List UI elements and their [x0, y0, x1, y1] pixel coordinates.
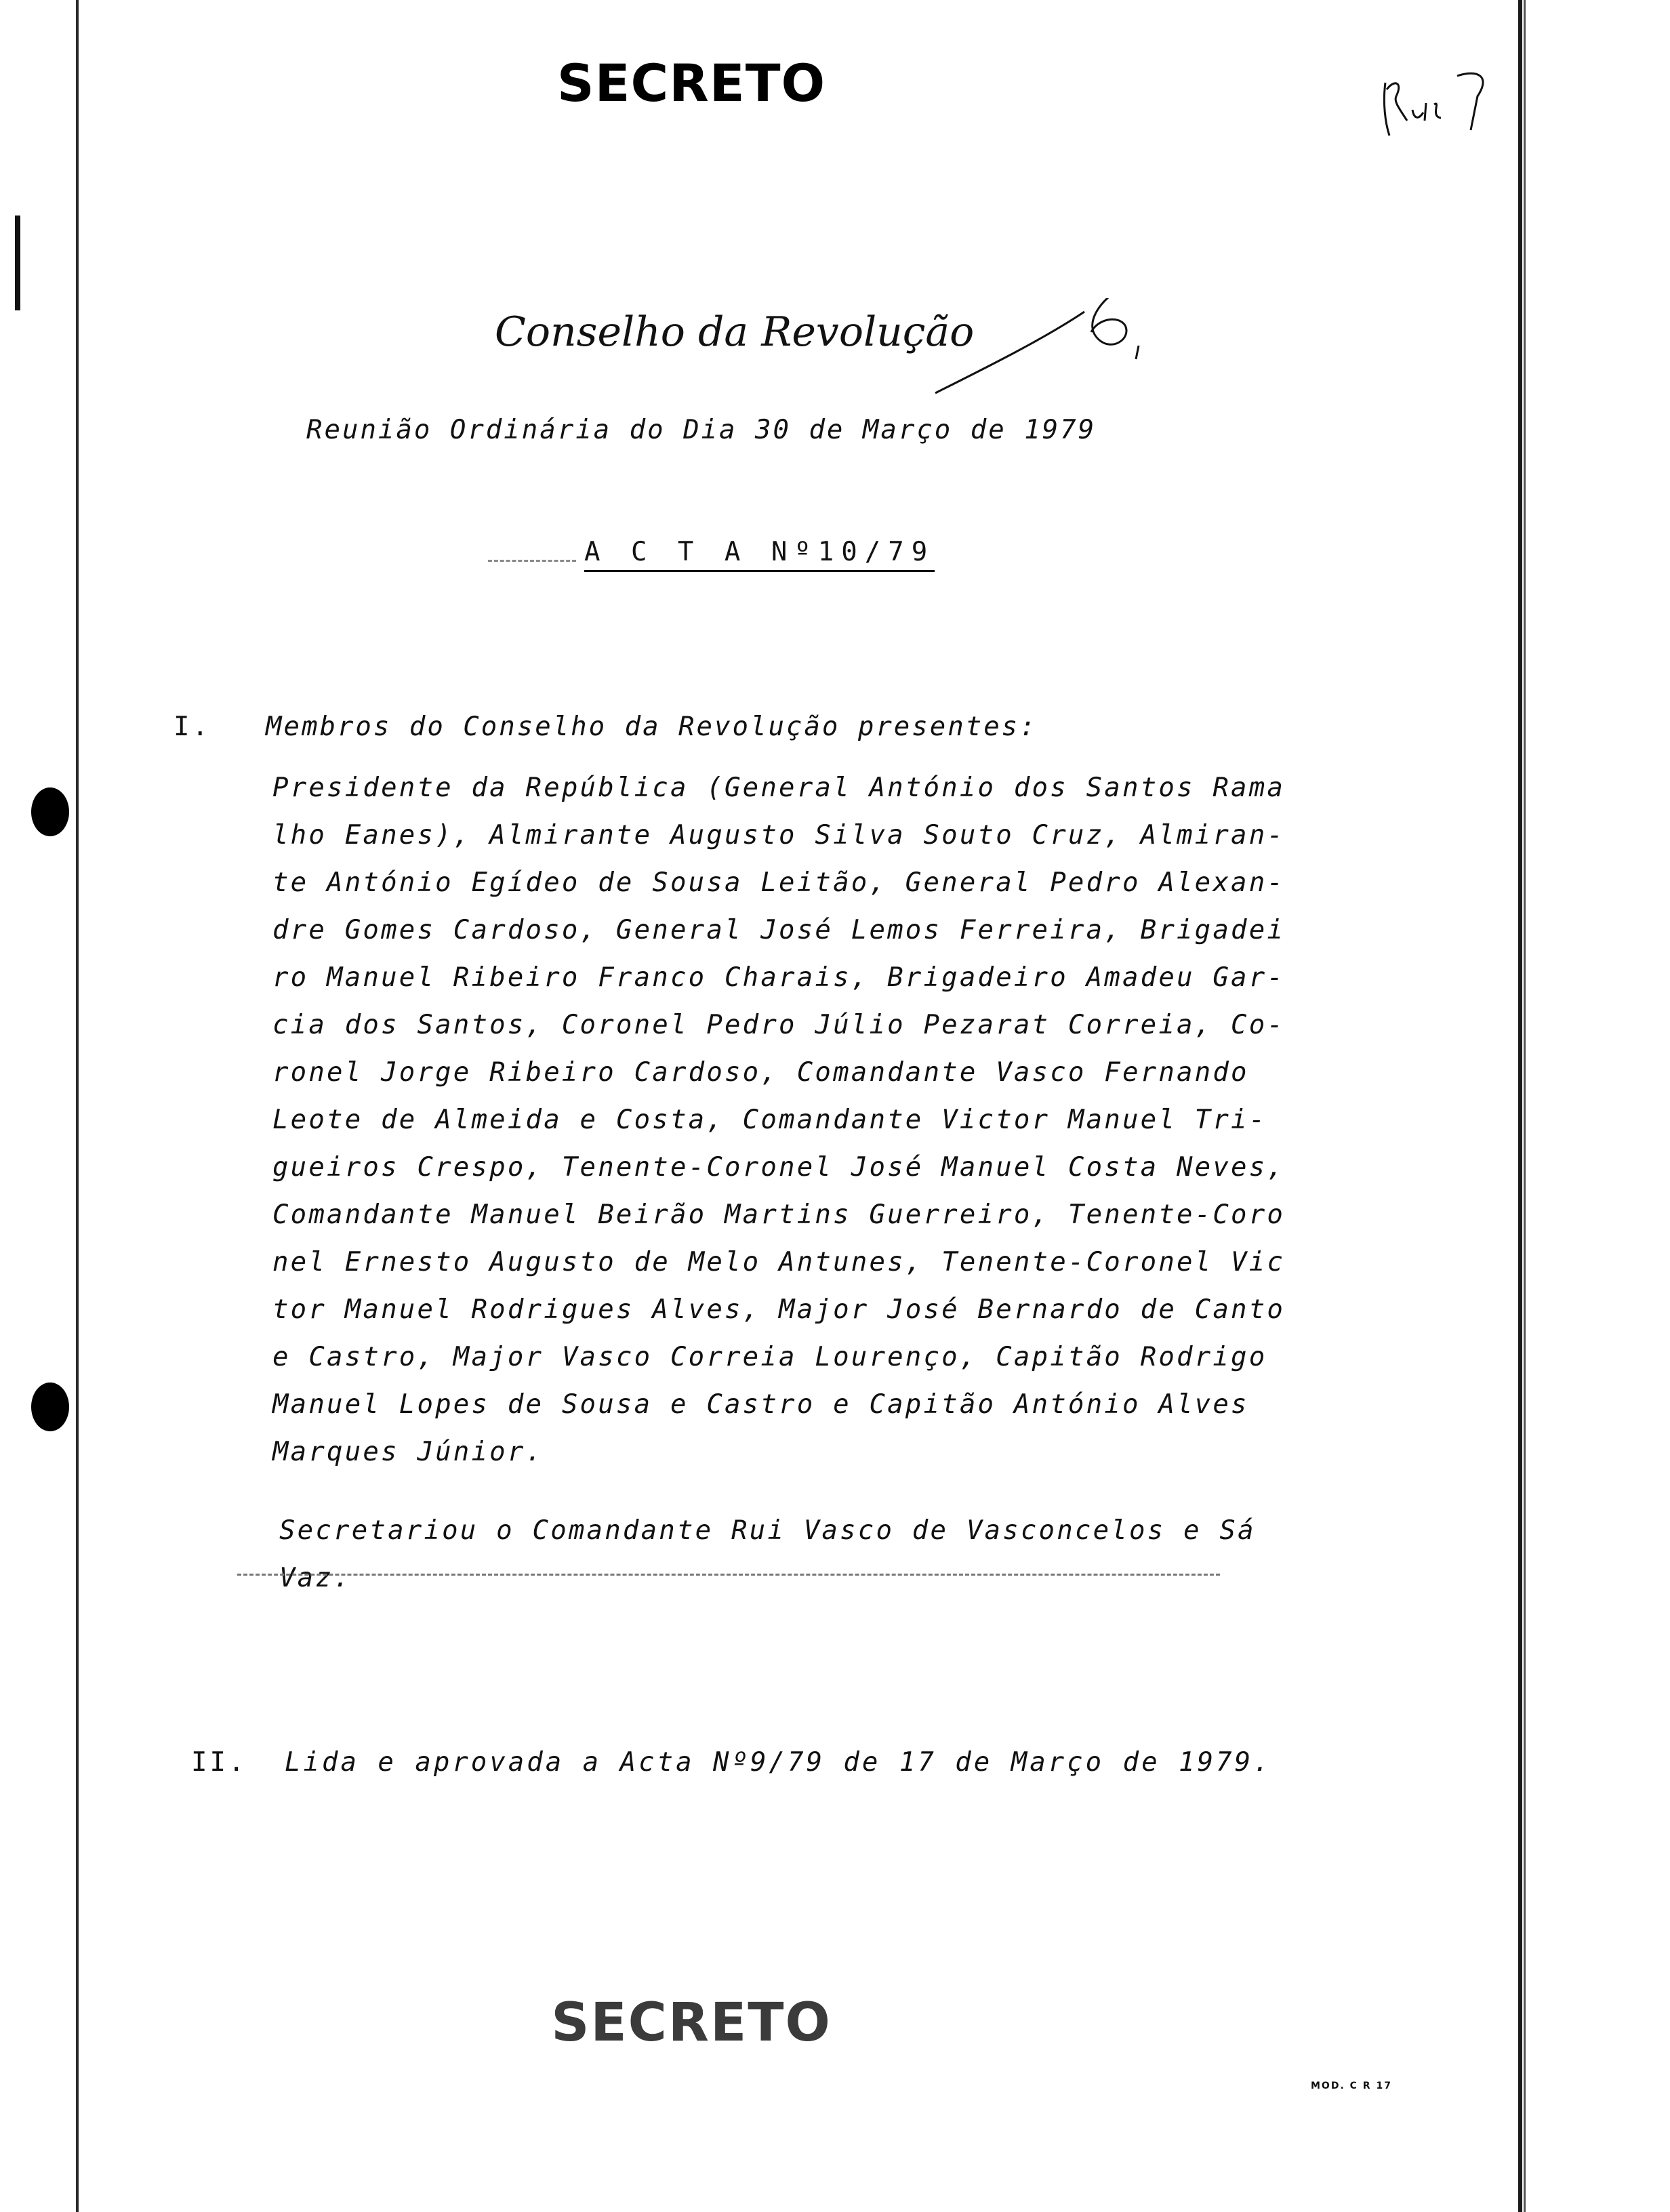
secretary-line: Vaz. [279, 1563, 352, 1593]
member-line: dre Gomes Cardoso, General José Lemos Ferreira, Brigadei [272, 915, 1286, 945]
member-line: te António Egídeo de Sousa Leitão, General Pedro Alexan- [272, 867, 1286, 898]
member-line: Leote de Almeida e Costa, Comandante Victor Manuel Tri- [272, 1105, 1267, 1135]
section-number-ii: II. [191, 1747, 247, 1778]
dashed-rule [237, 1574, 1220, 1576]
member-line: e Castro, Major Vasco Correia Lourenço, Capitão Rodrigo [272, 1342, 1267, 1372]
scan-mark [15, 216, 20, 310]
approval-text: Lida e aprovada a Acta Nº9/79 de 17 de Março de 1979. [285, 1747, 1272, 1778]
member-line: ro Manuel Ribeiro Franco Charais, Brigadeiro Amadeu Gar- [272, 962, 1286, 993]
scan-edge-left [76, 0, 79, 2212]
scan-edge-right-inner [1524, 0, 1526, 2212]
secret-stamp-top: SECRETO [556, 53, 826, 113]
meeting-title: Reunião Ordinária do Dia 30 de Março de 1979 [306, 415, 1097, 445]
handwritten-annotation [1376, 56, 1498, 144]
punch-hole-upper [31, 787, 69, 836]
section-number-i: I. [174, 712, 211, 742]
member-line: nel Ernesto Augusto de Melo Antunes, Tenente-Coronel Vic [272, 1247, 1286, 1277]
dashed-leader [488, 560, 576, 562]
punch-hole-lower [31, 1382, 69, 1431]
acta-title: A C T A Nº10/79 [584, 537, 935, 572]
letterhead-text: Conselho da Revolução [495, 308, 975, 356]
section-heading-members: Membros do Conselho da Revolução presentes: [266, 712, 1038, 742]
member-line: tor Manuel Rodrigues Alves, Major José Bernardo de Canto [272, 1294, 1286, 1325]
member-line: lho Eanes), Almirante Augusto Silva Souto Cruz, Almiran- [272, 820, 1286, 851]
secret-stamp-bottom: SECRETO [551, 1992, 832, 2053]
member-line: Manuel Lopes de Sousa e Castro e Capitão António Alves [272, 1389, 1249, 1420]
form-code: MOD. C R 17 [1311, 2081, 1392, 2091]
scan-edge-right [1518, 0, 1522, 2212]
member-line: Presidente da República (General António dos Santos Rama [272, 773, 1286, 803]
member-line: Comandante Manuel Beirão Martins Guerreiro, Tenente-Coro [272, 1200, 1286, 1230]
member-line: ronel Jorge Ribeiro Cardoso, Comandante Vasco Fernando [272, 1057, 1249, 1088]
member-line: cia dos Santos, Coronel Pedro Júlio Pezarat Correia, Co- [272, 1010, 1286, 1040]
member-line: Marques Júnior. [272, 1437, 544, 1467]
secretary-line: Secretariou o Comandante Rui Vasco de Vasconcelos e Sá [279, 1515, 1256, 1546]
member-line: gueiros Crespo, Tenente-Coronel José Manuel Costa Neves, [272, 1152, 1286, 1183]
letterhead-logo [488, 298, 1166, 407]
